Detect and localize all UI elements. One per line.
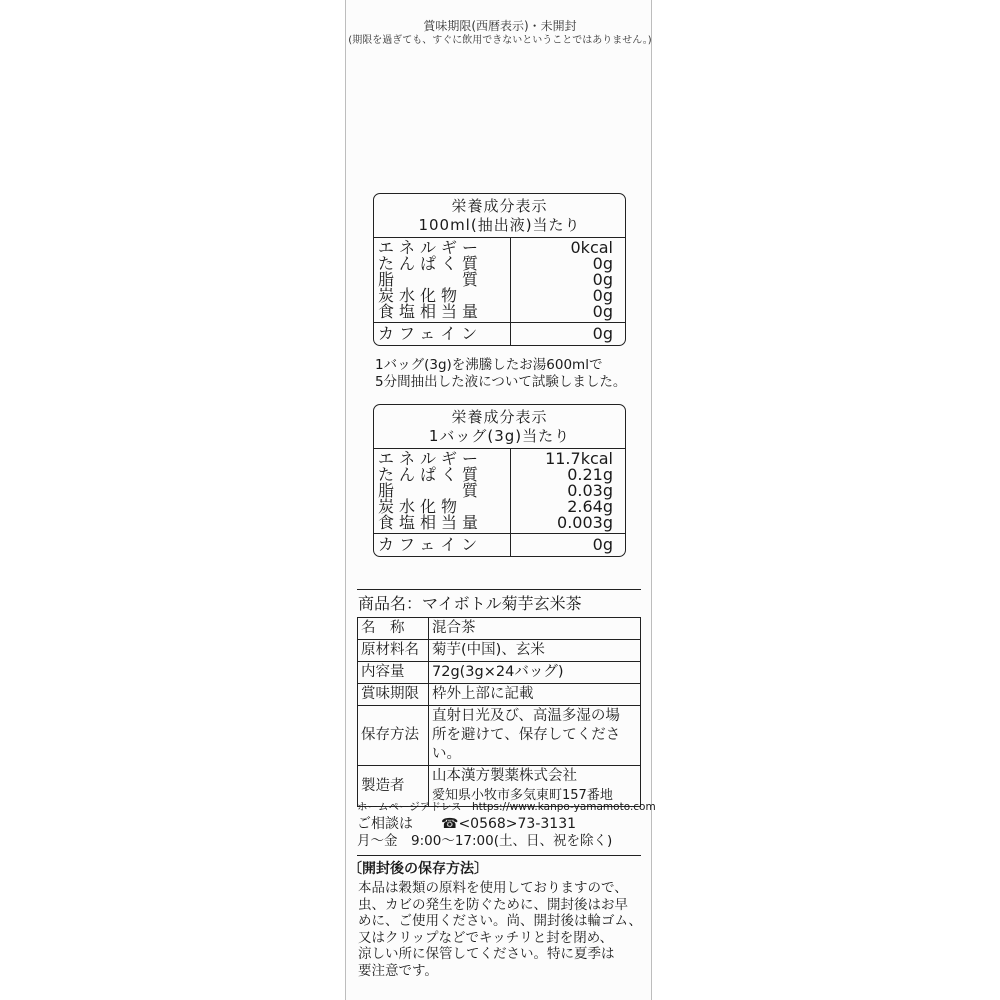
row-key: 製造者: [358, 766, 429, 807]
after-open-text: [358, 880, 642, 979]
nutrition-body: [374, 238, 625, 323]
after-open-line: 又はクリップなどでキッチリと封を閉め、: [358, 929, 614, 946]
caffeine-row: [374, 323, 625, 345]
nutrition-table-100ml: [373, 193, 626, 346]
nutrition-header: [374, 405, 625, 449]
value-energy: 0kcal: [570, 238, 613, 257]
nutrition-title: 栄養成分表示: [451, 408, 548, 426]
value-protein: 0.21g: [567, 465, 613, 484]
expiry-note-line2: (期限を過ぎても、すぐに飲用できないということではありません。): [348, 35, 652, 46]
row-value-line1: 直射日光及び、高温多湿の場: [432, 708, 620, 724]
table-row: [358, 618, 641, 640]
product-name: 商品名：マイボトル菊芋玄米茶: [358, 594, 582, 613]
test-note-line2: 5分間抽出した液について試験しました。: [375, 374, 627, 390]
row-value: 72g(3g×24バッグ): [429, 662, 641, 684]
row-value: 枠外上部に記載: [429, 684, 641, 706]
after-open-line: 本品は穀類の原料を使用しておりますので、: [358, 880, 628, 896]
row-key: 賞味期限: [358, 684, 429, 706]
value-energy: 11.7kcal: [545, 449, 613, 468]
table-row: [358, 684, 641, 706]
label-protein: たんぱく質: [378, 254, 484, 273]
value-fat: 0.03g: [567, 481, 613, 500]
value-caffeine: 0g: [592, 535, 613, 554]
value-carbs: 2.64g: [567, 497, 613, 516]
nutrition-per: 100ml(抽出液)当たり: [418, 216, 581, 234]
nutrition-per: 1バッグ(3g)当たり: [428, 427, 571, 445]
after-open-line: 涼しい所に保管してください。特に夏季は: [358, 946, 615, 962]
after-open-heading: 〔開封後の保存方法〕: [348, 861, 488, 877]
label-fat: 脂 質: [378, 481, 484, 500]
test-note-line1: 1バッグ(3g)を沸騰したお湯600mlで: [375, 357, 603, 373]
value-salt: 0.003g: [557, 513, 613, 532]
label-energy: エネルギー: [378, 449, 484, 468]
value-carbs: 0g: [592, 286, 613, 305]
label-fat: 脂 質: [378, 270, 484, 289]
label-protein: たんぱく質: [378, 465, 484, 484]
caffeine-row: [374, 534, 625, 556]
table-row: [358, 640, 641, 662]
row-value-line1: 山本漢方製薬株式会社: [432, 768, 577, 784]
label-caffeine: カフェイン: [378, 535, 483, 554]
after-open-line: 虫、カビの発生を防ぐために、開封後はお早: [358, 896, 628, 913]
expiry-note: [0, 18, 1000, 48]
row-value: 混合茶: [429, 618, 641, 640]
divider: [357, 589, 641, 590]
nutrition-values: [511, 238, 625, 322]
row-value: 菊芋(中国)、玄米: [429, 640, 641, 662]
table-row: [358, 706, 641, 766]
row-value: [429, 706, 641, 766]
consult-phone: ご相談は ☎<0568>73-3131: [357, 816, 577, 832]
expiry-note-line1: 賞味期限(西暦表示)・未開封: [423, 19, 577, 33]
nutrition-header: [374, 194, 625, 238]
value-fat: 0g: [592, 270, 613, 289]
test-note: [375, 357, 626, 391]
label-energy: エネルギー: [378, 238, 484, 257]
after-open-line: 要注意です。: [358, 962, 438, 979]
row-value-line2: 愛知県小牧市多気東町157番地: [432, 788, 613, 803]
row-key: 名 称: [358, 618, 429, 640]
after-open-line: めに、ご使用ください。尚、開封後は輪ゴム、: [358, 913, 642, 929]
nutrition-title: 栄養成分表示: [451, 197, 548, 215]
label-carbs: 炭水化物: [378, 497, 463, 516]
row-key: 保存方法: [358, 706, 429, 766]
nutrition-body: [374, 449, 625, 534]
value-salt: 0g: [592, 302, 613, 321]
value-caffeine: 0g: [592, 324, 613, 343]
consult-hours: 月～金 9:00～17:00(土、日、祝を除く): [357, 833, 613, 849]
value-protein: 0g: [592, 254, 613, 273]
product-info-table: [357, 617, 641, 807]
homepage-address: ホームページアドレス https://www.kanpo-yamamoto.com: [357, 801, 656, 813]
table-row: [358, 662, 641, 684]
divider: [357, 855, 641, 856]
label-caffeine: カフェイン: [378, 324, 483, 343]
label-salt: 食塩相当量: [378, 302, 484, 321]
row-key: 内容量: [358, 662, 429, 684]
nutrition-values: [511, 449, 625, 533]
label-salt: 食塩相当量: [378, 513, 484, 532]
nutrition-labels: [374, 238, 511, 322]
nutrition-labels: [374, 449, 511, 533]
label-carbs: 炭水化物: [378, 286, 463, 305]
nutrition-table-per-bag: [373, 404, 626, 557]
row-value-line2: 所を避けて、保存してください。: [432, 727, 621, 762]
row-key: 原材料名: [358, 640, 429, 662]
